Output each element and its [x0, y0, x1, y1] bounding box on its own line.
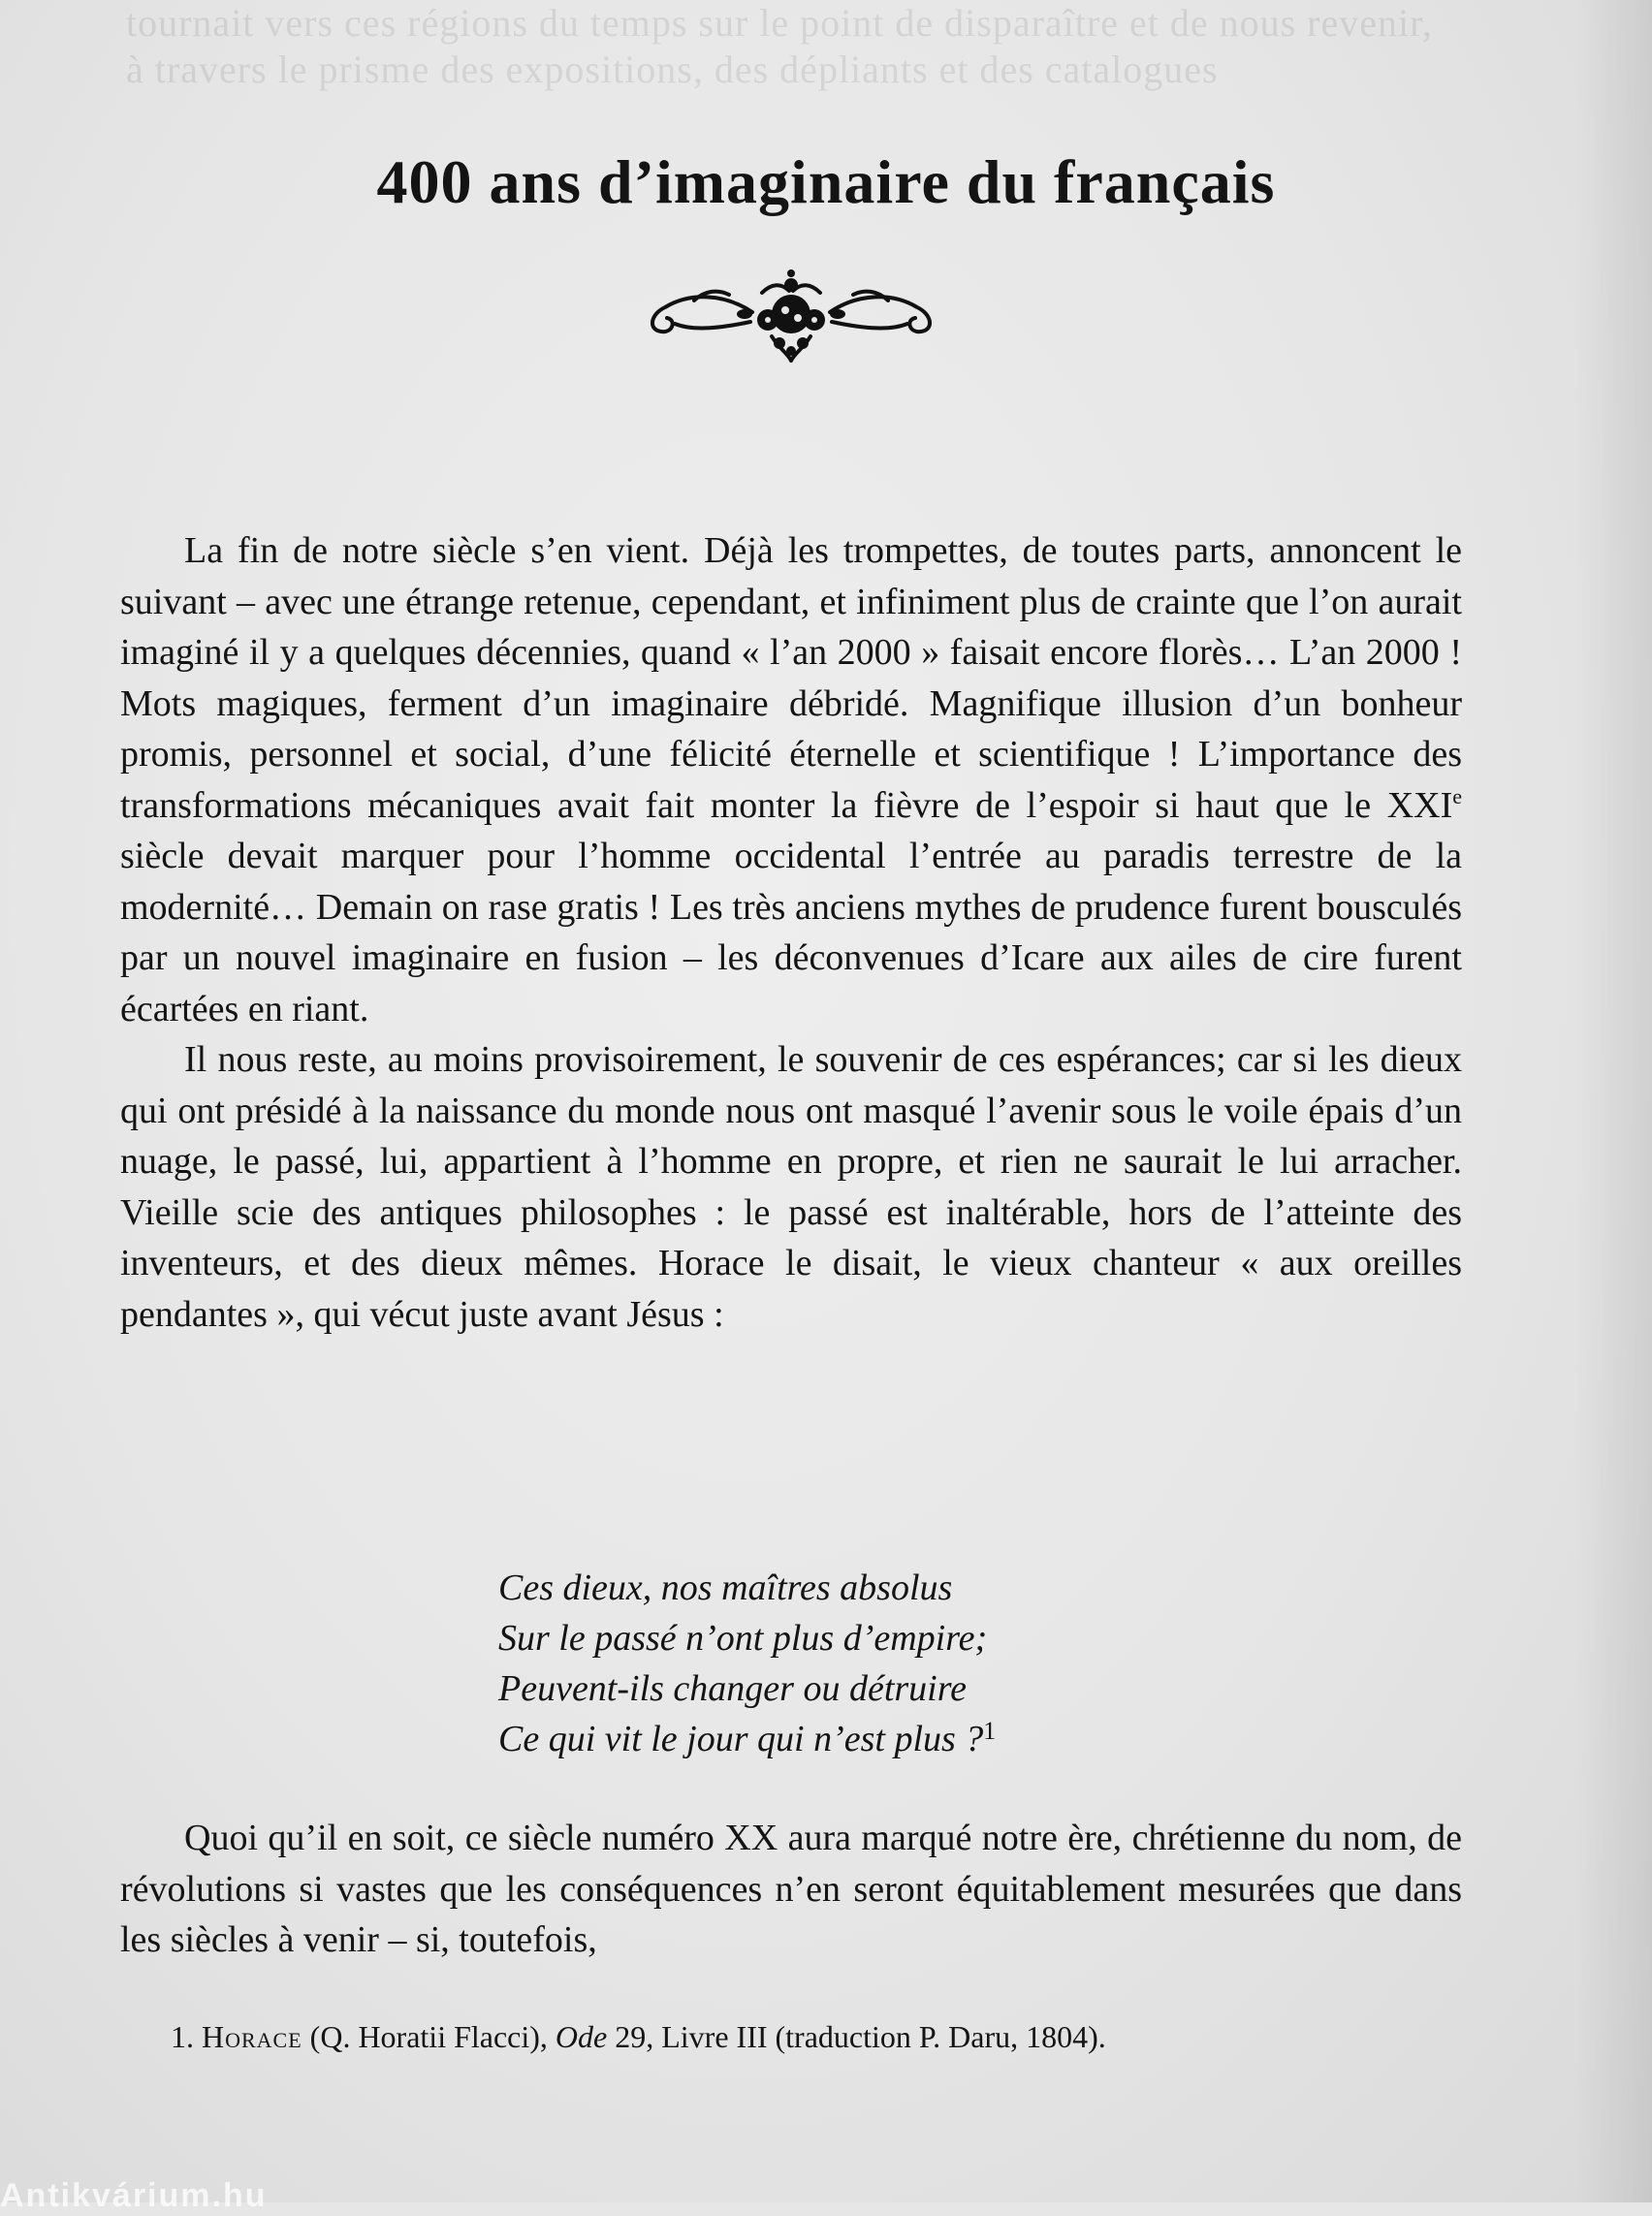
footnote-work: Ode [555, 2019, 608, 2054]
baroque-flourish-icon [636, 264, 946, 370]
watermark: Antikvárium.hu [0, 2177, 268, 2214]
paragraph-3: Quoi qu’il en soit, ce siècle numéro XX aura marqué notre ère, chrétienne du nom, de révolutions si vastes que les conséquences n’en seront équitablement mesurées que dans les siècles à venir – si, toutefois, [120, 1818, 1462, 1960]
paragraph-2: Il nous reste, au moins provisoirement, le souvenir de ces espérances; car si les dieux qui ont présidé à la naissance du monde nous ont masqué l’avenir sous le voile épais d’un nuage, le passé, lui, appartient à l’homme en propre, et rien ne saurait le lui arracher. Vieille scie des antiques philosophes : le passé est inaltérable, hors de l’atteinte des inventeurs, et des dieux mêmes. Horace le disait, le vieux chanteur « aux oreilles pendantes », qui vécut juste avant Jésus : [120, 1039, 1462, 1335]
poem-quote [498, 1563, 1371, 1764]
footnote-details: 29, Livre III (traduction P. Daru, 1804). [615, 2019, 1106, 2054]
poem-line: Peuvent-ils changer ou détruire [498, 1668, 967, 1709]
poem-line: Sur le passé n’ont plus d’empire; [498, 1618, 988, 1659]
footnote-latin-name: (Q. Horatii Flacci), [309, 2019, 548, 2054]
footnote-number: 1. [171, 2019, 194, 2054]
show-through-text: tournait vers ces régions du temps sur le point de disparaître et de nous revenir, à travers le prisme des expositions, des dépliants et des catalogues [126, 1, 1433, 91]
poem-line-last [498, 1714, 1371, 1764]
footnote-author: Horace [202, 2019, 302, 2054]
page-edge-shadow [1574, 0, 1652, 2202]
century-superscript: e [1452, 783, 1462, 808]
paragraph-1-text-a: La fin de notre siècle s’en vient. Déjà les trompettes, de toutes parts, annoncent le suivant – avec une étrange retenue, cependant, et infiniment plus de crainte que l’on aurait imaginé il y a quelques décennies, quand « l’an 2000 » faisait encore florès… L’an 2000 ! Mots magiques, ferment d’un imaginaire débridé. Magnifique illusion d’un bonheur promis, personnel et social, d’une félicité éternelle et scientifique ! L’importance des transformations mécaniques avait fait monter la fièvre de l’espoir si haut que le XXI [120, 530, 1462, 826]
paragraph-1-text-b: siècle devait marquer pour l’homme occidental l’entrée au paradis terrestre de la modernité… Demain on rase gratis ! Les très anciens mythes de prudence furent bousculés par un nouvel imaginaire en fusion – les déconvenues d’Icare aux ailes de cire furent écartées en riant. [120, 836, 1462, 1029]
page-title: 400 ans d’imaginaire du français [376, 147, 1276, 216]
poem-line-text: Ce qui vit le jour qui n’est plus ? [498, 1719, 984, 1759]
poem-line: Ces dieux, nos maîtres absolus [498, 1567, 953, 1608]
paragraph-1 [120, 525, 1462, 1034]
footnote [171, 2016, 1431, 2057]
closing-text-block [120, 1813, 1462, 1966]
main-text-block [120, 525, 1462, 1340]
footnote-reference: 1 [983, 1717, 997, 1745]
